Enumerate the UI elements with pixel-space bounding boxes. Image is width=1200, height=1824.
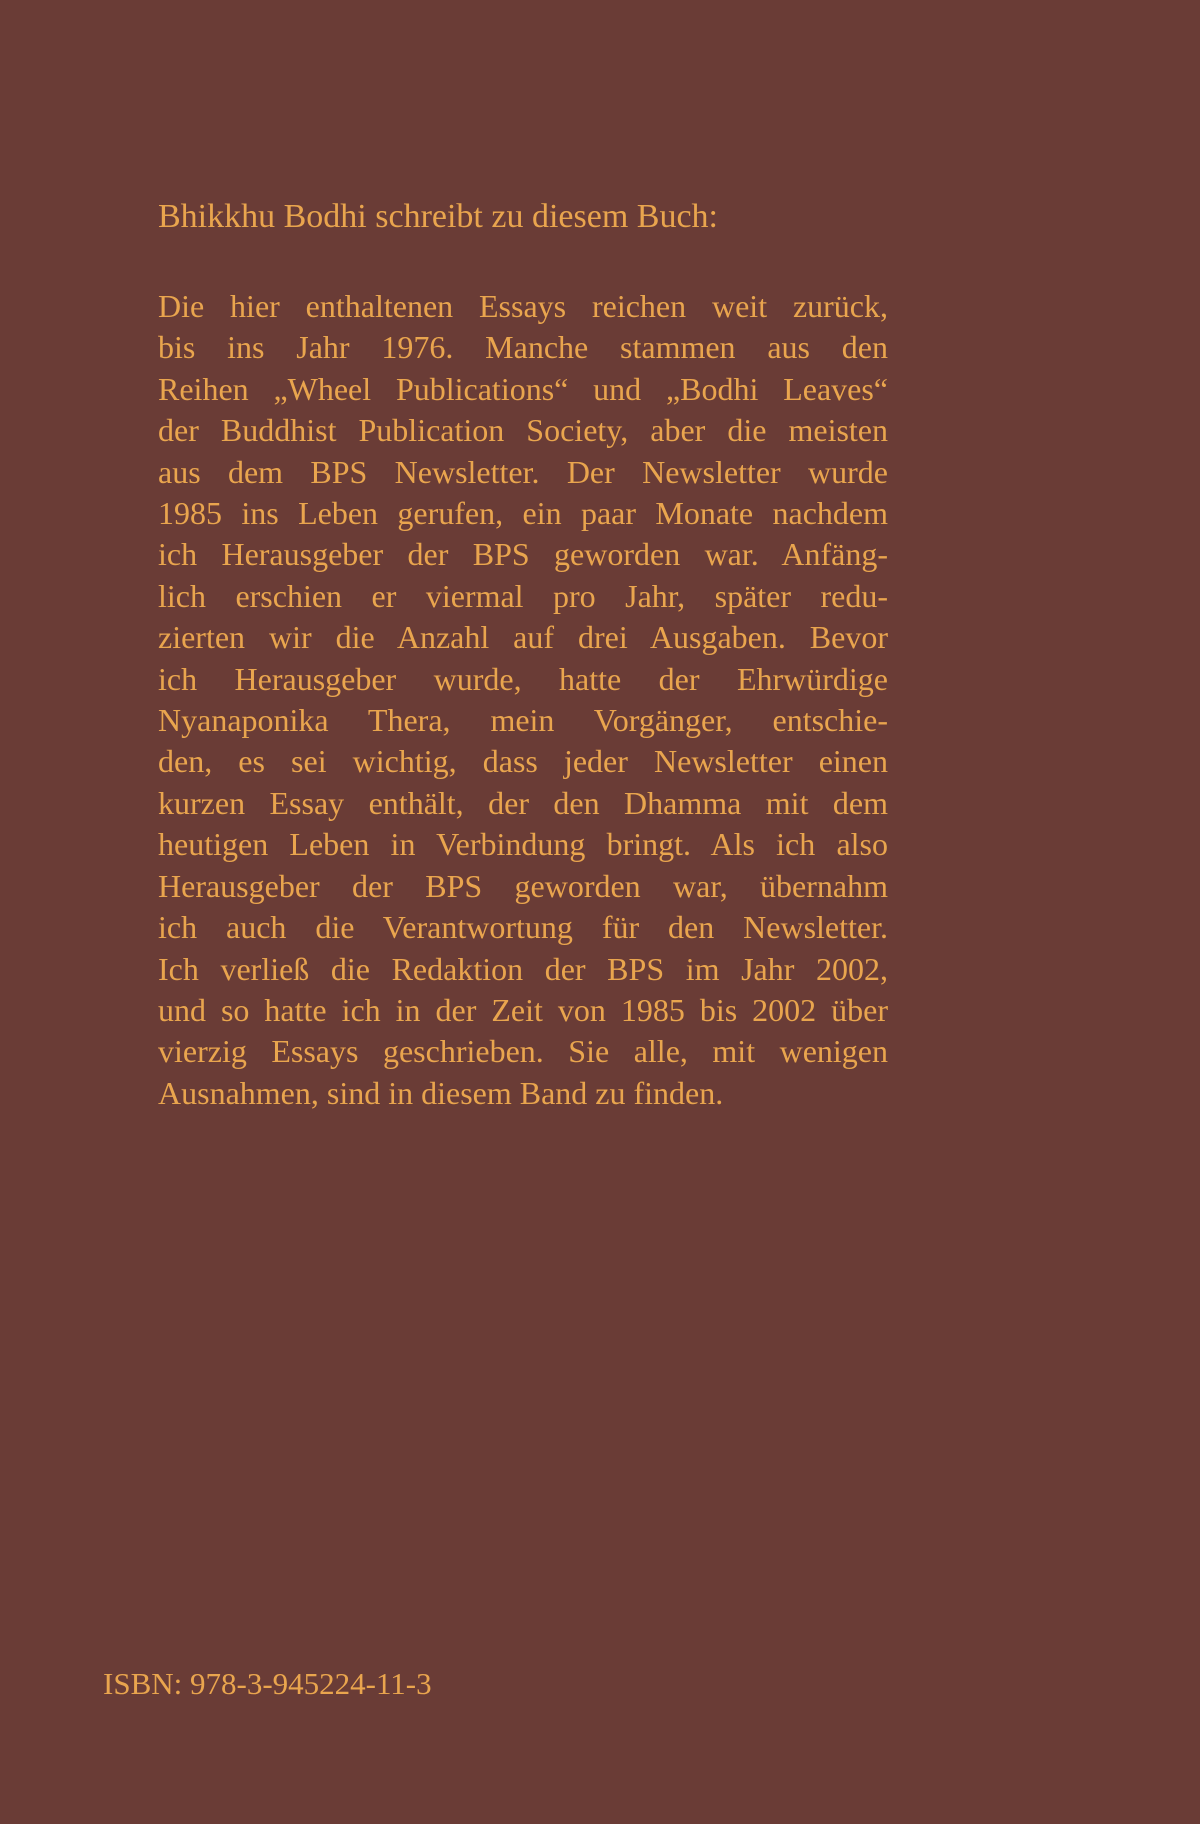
blurb-line: kurzen Essay enthält, der den Dhamma mit dem bbox=[158, 784, 888, 821]
blurb-line: Herausgeber der BPS geworden war, übernahm bbox=[158, 867, 888, 904]
isbn-text: ISBN: 978-3-945224-11-3 bbox=[103, 1666, 432, 1701]
blurb-line: Die hier enthaltenen Essays reichen weit zurück, bbox=[158, 288, 888, 324]
blurb-line: vierzig Essays geschrieben. Sie alle, mit wenigen bbox=[158, 1033, 888, 1070]
blurb-line: zierten wir die Anzahl auf drei Ausgaben. Bevor bbox=[158, 619, 888, 656]
blurb-paragraph bbox=[158, 286, 888, 1114]
blurb-line: der Buddhist Publication Society, aber die meisten bbox=[158, 412, 888, 449]
blurb-line: Reihen „Wheel Publications“ und „Bodhi Leaves“ bbox=[158, 370, 888, 407]
blurb-line: Ich verließ die Redaktion der BPS im Jahr 2002, bbox=[158, 950, 888, 987]
blurb-line: Ausnahmen, sind in diesem Band zu finden. bbox=[158, 1074, 724, 1111]
blurb-line: den, es sei wichtig, dass jeder Newsletter einen bbox=[158, 743, 888, 780]
blurb-line: bis ins Jahr 1976. Manche stammen aus den bbox=[158, 329, 888, 366]
blurb-line: ich Herausgeber der BPS geworden war. Anfäng- bbox=[158, 536, 888, 573]
blurb-line: Nyanaponika Thera, mein Vorgänger, entschie- bbox=[158, 702, 888, 739]
blurb-line: aus dem BPS Newsletter. Der Newsletter wurde bbox=[158, 453, 888, 490]
blurb-line: ich Herausgeber wurde, hatte der Ehrwürdige bbox=[158, 660, 888, 697]
blurb-line: und so hatte ich in der Zeit von 1985 bis 2002 über bbox=[158, 991, 888, 1028]
blurb-line: heutigen Leben in Verbindung bringt. Als ich also bbox=[158, 826, 888, 863]
blurb-heading: Bhikkhu Bodhi schreibt zu diesem Buch: bbox=[158, 198, 718, 235]
blurb-line: lich erschien er viermal pro Jahr, später redu- bbox=[158, 577, 888, 614]
blurb-line: 1985 ins Leben gerufen, ein paar Monate nachdem bbox=[158, 495, 888, 532]
blurb-line: ich auch die Verantwortung für den Newsletter. bbox=[158, 909, 888, 946]
